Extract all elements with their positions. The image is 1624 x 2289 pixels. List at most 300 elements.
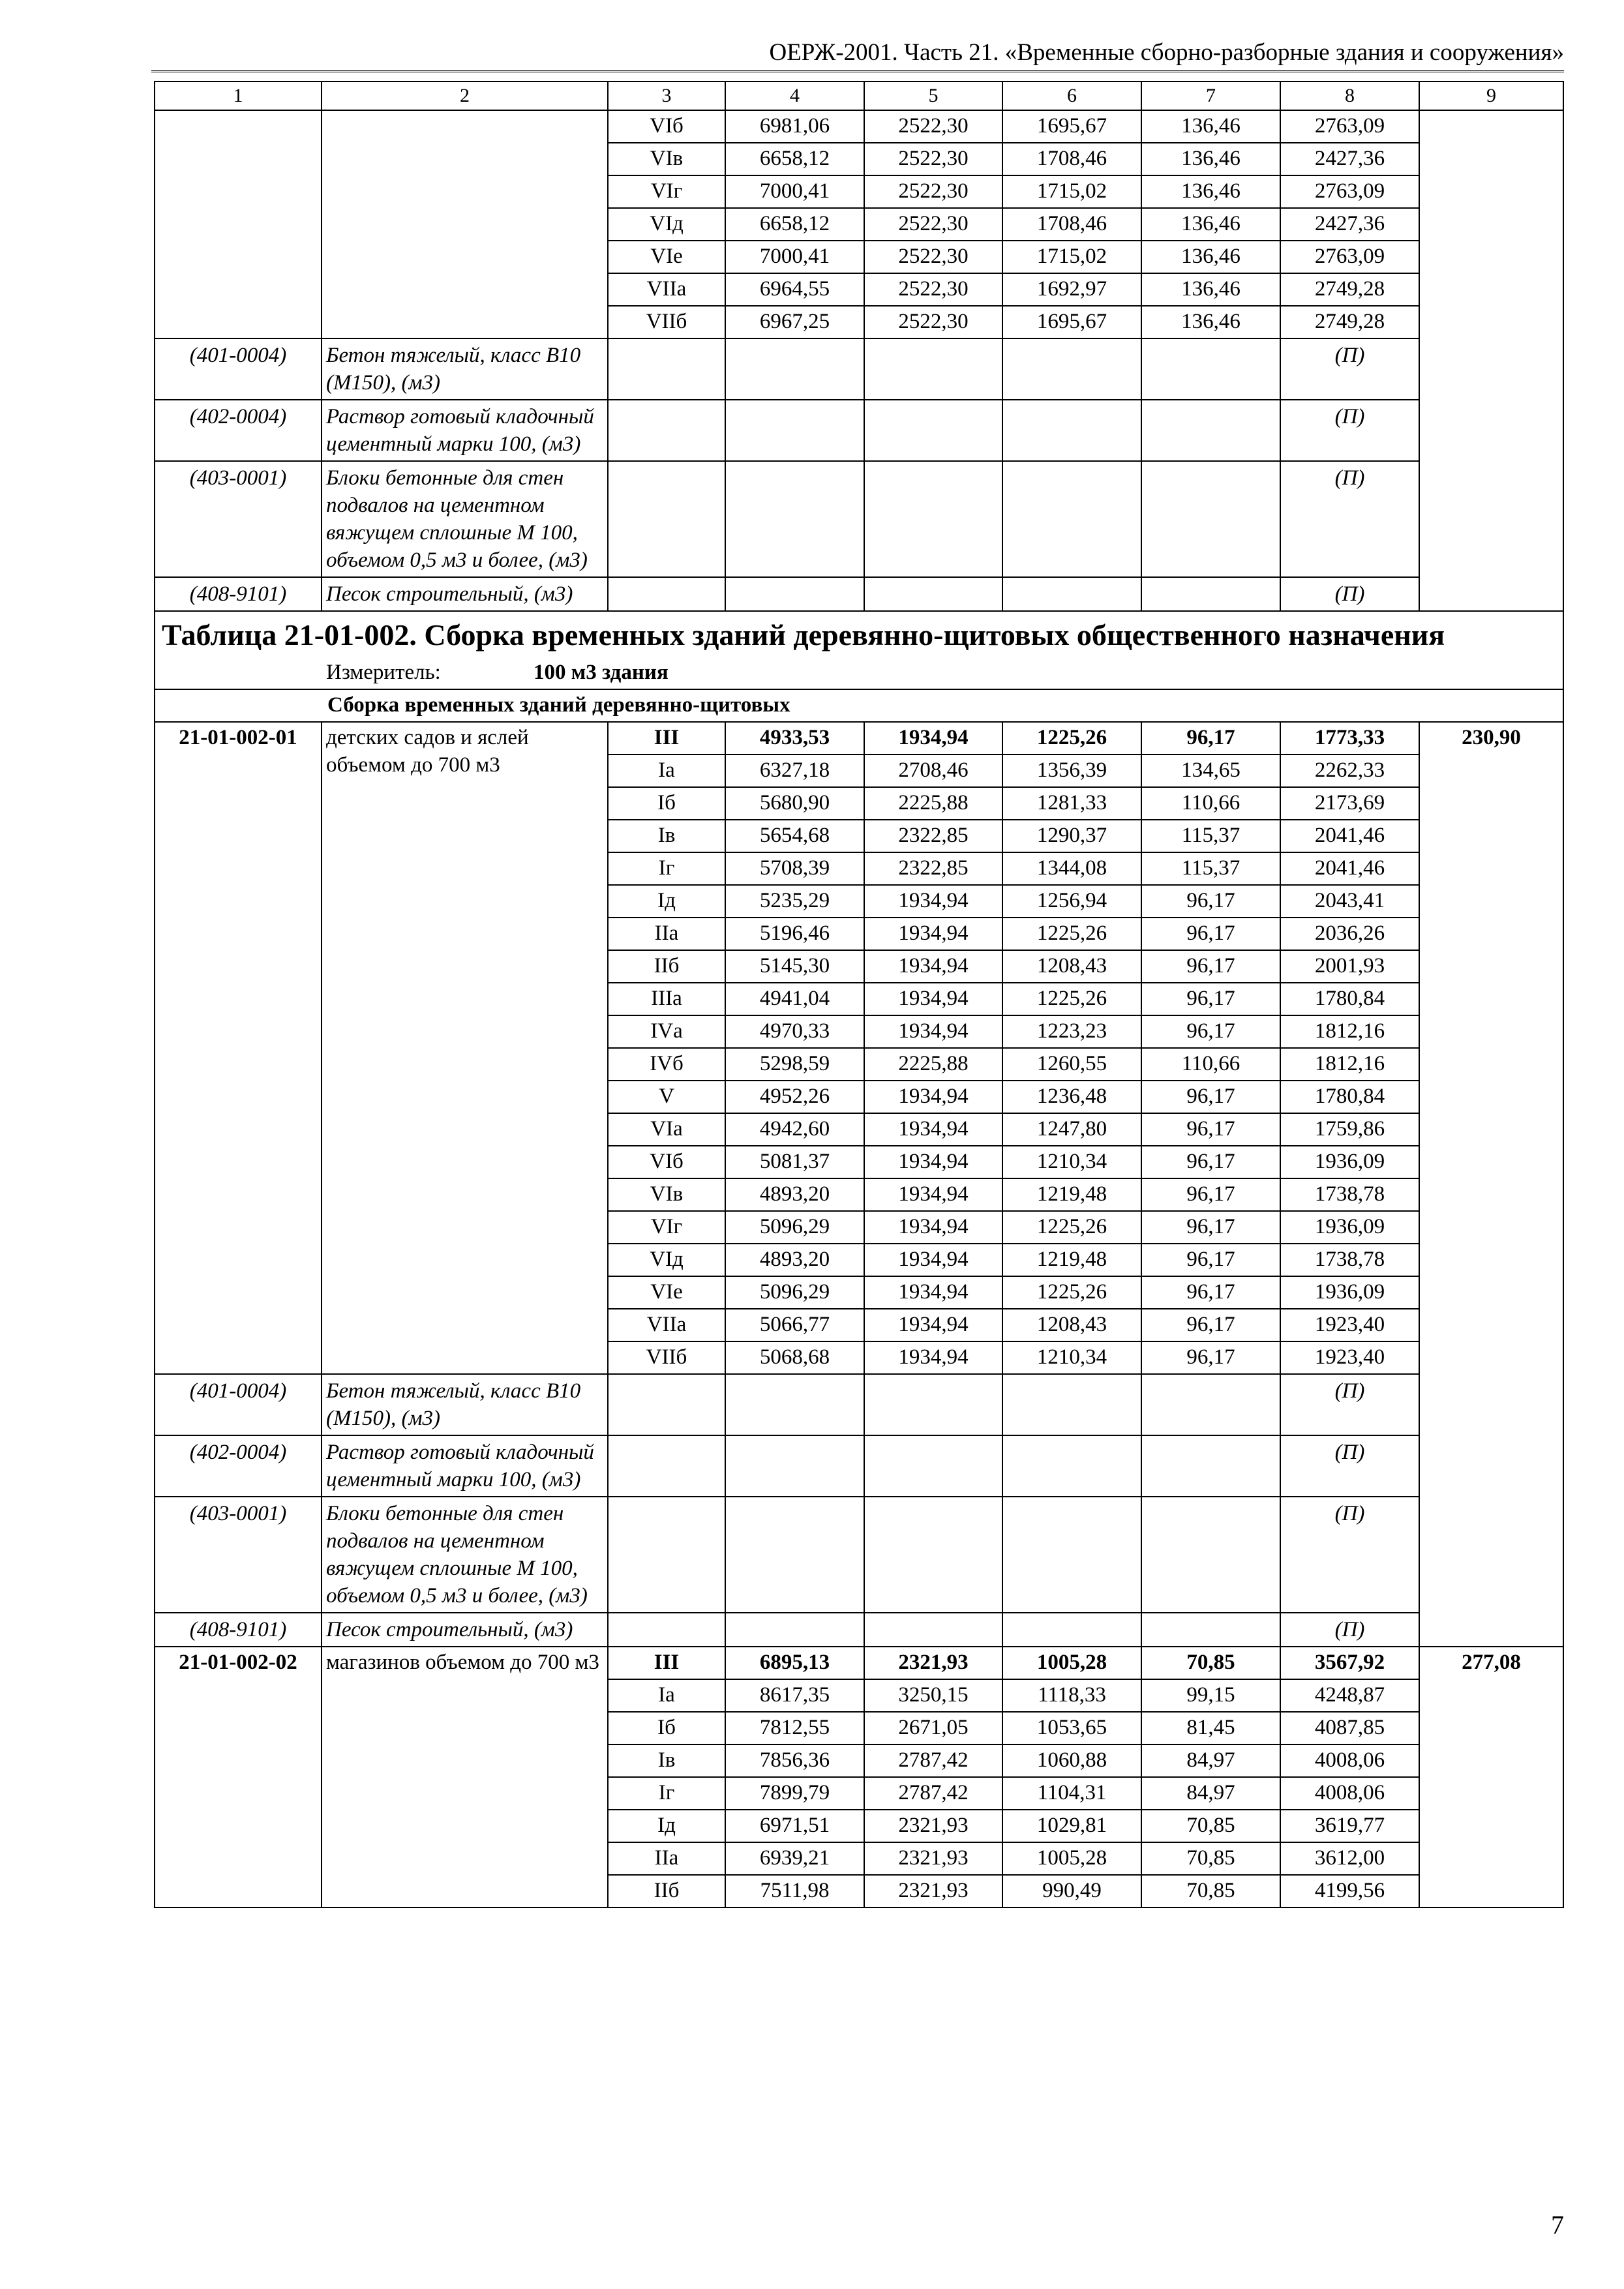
direct-cost-cell: 4893,20 xyxy=(725,1178,864,1211)
direct-cost-cell: 7000,41 xyxy=(725,241,864,273)
labor-pay-cell: 2321,93 xyxy=(864,1647,1002,1679)
machines-cell: 1356,39 xyxy=(1002,755,1141,787)
continued-zone-row xyxy=(155,110,1563,143)
continued-material-row xyxy=(155,577,1563,611)
labor-pay-cell: 3250,15 xyxy=(864,1679,1002,1712)
material-name: Песок строительный, (м3) xyxy=(322,1613,608,1647)
zone-cell: VIв xyxy=(608,143,725,175)
machines-cell: 1708,46 xyxy=(1002,208,1141,241)
labor-cell xyxy=(1419,110,1563,611)
zone-cell: IIа xyxy=(608,1842,725,1875)
empty-cell xyxy=(1141,461,1280,577)
machines-cell: 1210,34 xyxy=(1002,1146,1141,1178)
driver-pay-cell: 96,17 xyxy=(1141,1244,1280,1276)
empty-cell xyxy=(608,400,725,461)
empty-cell xyxy=(725,400,864,461)
zone-cell: IVб xyxy=(608,1048,725,1081)
section-heading: Сборка временных зданий деревянно-щитовых xyxy=(155,689,1563,722)
materials-cell: 1812,16 xyxy=(1280,1015,1419,1048)
item1-material-row xyxy=(155,1613,1563,1647)
machines-cell: 1695,67 xyxy=(1002,110,1141,143)
direct-cost-cell: 8617,35 xyxy=(725,1679,864,1712)
column-number: 2 xyxy=(322,82,608,110)
driver-pay-cell: 96,17 xyxy=(1141,1276,1280,1309)
direct-cost-cell: 6981,06 xyxy=(725,110,864,143)
materials-cell: 2173,69 xyxy=(1280,787,1419,820)
materials-cell: 1759,86 xyxy=(1280,1113,1419,1146)
driver-pay-cell: 70,85 xyxy=(1141,1842,1280,1875)
labor-pay-cell: 2321,93 xyxy=(864,1810,1002,1842)
driver-pay-cell: 96,17 xyxy=(1141,1015,1280,1048)
direct-cost-cell: 7899,79 xyxy=(725,1777,864,1810)
empty-cell xyxy=(1141,338,1280,400)
empty-cell xyxy=(1141,1613,1280,1647)
item-name: детских садов и яслей объемом до 700 м3 xyxy=(322,722,608,1374)
machines-cell: 1005,28 xyxy=(1002,1842,1141,1875)
table-title: Таблица 21-01-002. Сборка временных зданий деревянно-щитовых общественного назначения xyxy=(162,618,1445,651)
labor-pay-cell: 2321,93 xyxy=(864,1875,1002,1908)
driver-pay-cell: 70,85 xyxy=(1141,1875,1280,1908)
zone-cell: VIб xyxy=(608,110,725,143)
machines-cell: 1223,23 xyxy=(1002,1015,1141,1048)
direct-cost-cell: 5068,68 xyxy=(725,1341,864,1374)
materials-cell: 2036,26 xyxy=(1280,918,1419,950)
driver-pay-cell: 136,46 xyxy=(1141,306,1280,338)
driver-pay-cell: 136,46 xyxy=(1141,175,1280,208)
direct-cost-cell: 7812,55 xyxy=(725,1712,864,1744)
empty-cell xyxy=(1141,1374,1280,1435)
zone-cell: III xyxy=(608,1647,725,1679)
machines-cell: 1060,88 xyxy=(1002,1744,1141,1777)
driver-pay-cell: 96,17 xyxy=(1141,1341,1280,1374)
direct-cost-cell: 6658,12 xyxy=(725,208,864,241)
item-code: 21-01-002-02 xyxy=(155,1647,322,1908)
zone-cell: Iг xyxy=(608,852,725,885)
machines-cell: 1225,26 xyxy=(1002,983,1141,1015)
empty-cell xyxy=(1002,1435,1141,1497)
code-cell xyxy=(155,110,322,338)
labor-pay-cell: 2225,88 xyxy=(864,1048,1002,1081)
machines-cell: 1708,46 xyxy=(1002,143,1141,175)
materials-cell: 2427,36 xyxy=(1280,208,1419,241)
direct-cost-cell: 4893,20 xyxy=(725,1244,864,1276)
material-unit: (П) xyxy=(1280,1613,1419,1647)
page-number: 7 xyxy=(1551,2210,1564,2239)
empty-cell xyxy=(608,577,725,611)
driver-pay-cell: 84,97 xyxy=(1141,1777,1280,1810)
machines-cell: 1344,08 xyxy=(1002,852,1141,885)
zone-cell: VIIа xyxy=(608,273,725,306)
direct-cost-cell: 5196,46 xyxy=(725,918,864,950)
driver-pay-cell: 96,17 xyxy=(1141,1309,1280,1341)
item1-main-row xyxy=(155,722,1563,755)
driver-pay-cell: 96,17 xyxy=(1141,885,1280,918)
materials-cell: 1773,33 xyxy=(1280,722,1419,755)
materials-cell: 4008,06 xyxy=(1280,1777,1419,1810)
driver-pay-cell: 81,45 xyxy=(1141,1712,1280,1744)
zone-cell: IIIа xyxy=(608,983,725,1015)
materials-cell: 2749,28 xyxy=(1280,306,1419,338)
material-code: (403-0001) xyxy=(155,1497,322,1613)
item1-material-row xyxy=(155,1497,1563,1613)
machines-cell: 1715,02 xyxy=(1002,175,1141,208)
machines-cell: 1247,80 xyxy=(1002,1113,1141,1146)
direct-cost-cell: 7856,36 xyxy=(725,1744,864,1777)
column-number: 3 xyxy=(608,82,725,110)
empty-cell xyxy=(1141,400,1280,461)
labor-pay-cell: 2321,93 xyxy=(864,1842,1002,1875)
table-title-row xyxy=(155,611,1563,657)
material-name: Раствор готовый кладочный цементный марки 100, (м3) xyxy=(322,400,608,461)
materials-cell: 3619,77 xyxy=(1280,1810,1419,1842)
empty-cell xyxy=(864,577,1002,611)
direct-cost-cell: 6971,51 xyxy=(725,1810,864,1842)
empty-cell xyxy=(864,1435,1002,1497)
labor-pay-cell: 2322,85 xyxy=(864,820,1002,852)
materials-cell: 1738,78 xyxy=(1280,1178,1419,1211)
labor-pay-cell: 2522,30 xyxy=(864,110,1002,143)
empty-cell xyxy=(725,577,864,611)
materials-cell: 2763,09 xyxy=(1280,110,1419,143)
driver-pay-cell: 96,17 xyxy=(1141,950,1280,983)
empty-cell xyxy=(1141,577,1280,611)
zone-cell: IVа xyxy=(608,1015,725,1048)
material-code: (401-0004) xyxy=(155,338,322,400)
material-code: (401-0004) xyxy=(155,1374,322,1435)
item1-material-row xyxy=(155,1435,1563,1497)
zone-cell: IIа xyxy=(608,918,725,950)
materials-cell: 1936,09 xyxy=(1280,1211,1419,1244)
empty-cell xyxy=(725,338,864,400)
direct-cost-cell: 5235,29 xyxy=(725,885,864,918)
empty-cell xyxy=(725,1613,864,1647)
labor-pay-cell: 2522,30 xyxy=(864,208,1002,241)
material-unit: (П) xyxy=(1280,577,1419,611)
driver-pay-cell: 96,17 xyxy=(1141,1178,1280,1211)
direct-cost-cell: 6967,25 xyxy=(725,306,864,338)
materials-cell: 2041,46 xyxy=(1280,820,1419,852)
zone-cell: VIа xyxy=(608,1113,725,1146)
labor-pay-cell: 1934,94 xyxy=(864,1113,1002,1146)
material-name: Блоки бетонные для стен подвалов на цементном вяжущем сплошные М 100, объемом 0,5 м3 и более, (м3) xyxy=(322,461,608,577)
item2-main-row xyxy=(155,1647,1563,1679)
material-name: Бетон тяжелый, класс В10 (М150), (м3) xyxy=(322,1374,608,1435)
direct-cost-cell: 7000,41 xyxy=(725,175,864,208)
machines-cell: 1210,34 xyxy=(1002,1341,1141,1374)
machines-cell: 1104,31 xyxy=(1002,1777,1141,1810)
labor-pay-cell: 2522,30 xyxy=(864,241,1002,273)
driver-pay-cell: 96,17 xyxy=(1141,983,1280,1015)
material-name: Раствор готовый кладочный цементный марки 100, (м3) xyxy=(322,1435,608,1497)
driver-pay-cell: 96,17 xyxy=(1141,722,1280,755)
labor-pay-cell: 1934,94 xyxy=(864,1341,1002,1374)
materials-cell: 1923,40 xyxy=(1280,1309,1419,1341)
zone-cell: IIб xyxy=(608,1875,725,1908)
empty-cell xyxy=(864,1374,1002,1435)
machines-cell: 1281,33 xyxy=(1002,787,1141,820)
driver-pay-cell: 70,85 xyxy=(1141,1647,1280,1679)
material-name: Бетон тяжелый, класс В10 (М150), (м3) xyxy=(322,338,608,400)
driver-pay-cell: 134,65 xyxy=(1141,755,1280,787)
driver-pay-cell: 115,37 xyxy=(1141,820,1280,852)
direct-cost-cell: 5066,77 xyxy=(725,1309,864,1341)
running-header: ОЕРЖ-2001. Часть 21. «Временные сборно-разборные здания и сооружения» xyxy=(151,38,1564,72)
machines-cell: 1225,26 xyxy=(1002,918,1141,950)
materials-cell: 4199,56 xyxy=(1280,1875,1419,1908)
empty-cell xyxy=(1002,338,1141,400)
labor-pay-cell: 1934,94 xyxy=(864,1146,1002,1178)
labor-pay-cell: 2225,88 xyxy=(864,787,1002,820)
direct-cost-cell: 6327,18 xyxy=(725,755,864,787)
materials-cell: 1780,84 xyxy=(1280,983,1419,1015)
materials-cell: 4008,06 xyxy=(1280,1744,1419,1777)
machines-cell: 1225,26 xyxy=(1002,1276,1141,1309)
labor-pay-cell: 1934,94 xyxy=(864,1309,1002,1341)
column-number-row xyxy=(155,82,1563,110)
driver-pay-cell: 99,15 xyxy=(1141,1679,1280,1712)
materials-cell: 1936,09 xyxy=(1280,1276,1419,1309)
driver-pay-cell: 110,66 xyxy=(1141,787,1280,820)
direct-cost-cell: 6895,13 xyxy=(725,1647,864,1679)
material-unit: (П) xyxy=(1280,1497,1419,1613)
column-number: 4 xyxy=(725,82,864,110)
driver-pay-cell: 110,66 xyxy=(1141,1048,1280,1081)
driver-pay-cell: 115,37 xyxy=(1141,852,1280,885)
driver-pay-cell: 96,17 xyxy=(1141,1146,1280,1178)
labor-pay-cell: 2522,30 xyxy=(864,306,1002,338)
material-unit: (П) xyxy=(1280,1435,1419,1497)
materials-cell: 4248,87 xyxy=(1280,1679,1419,1712)
zone-cell: VIг xyxy=(608,1211,725,1244)
column-number: 9 xyxy=(1419,82,1563,110)
empty-cell xyxy=(608,1374,725,1435)
zone-cell: VIIа xyxy=(608,1309,725,1341)
zone-cell: Iб xyxy=(608,1712,725,1744)
empty-cell xyxy=(608,461,725,577)
measure-label: Измеритель: xyxy=(326,661,441,684)
labor-pay-cell: 2322,85 xyxy=(864,852,1002,885)
labor-pay-cell: 2787,42 xyxy=(864,1777,1002,1810)
machines-cell: 1225,26 xyxy=(1002,722,1141,755)
zone-cell: Iг xyxy=(608,1777,725,1810)
direct-cost-cell: 6964,55 xyxy=(725,273,864,306)
continued-material-row xyxy=(155,461,1563,577)
zone-cell: Iд xyxy=(608,885,725,918)
labor-pay-cell: 1934,94 xyxy=(864,1276,1002,1309)
labor-pay-cell: 1934,94 xyxy=(864,1211,1002,1244)
machines-cell: 990,49 xyxy=(1002,1875,1141,1908)
material-code: (408-9101) xyxy=(155,1613,322,1647)
material-code: (402-0004) xyxy=(155,1435,322,1497)
material-name: Блоки бетонные для стен подвалов на цементном вяжущем сплошные М 100, объемом 0,5 м3 и более, (м3) xyxy=(322,1497,608,1613)
empty-cell xyxy=(725,1435,864,1497)
driver-pay-cell: 136,46 xyxy=(1141,273,1280,306)
direct-cost-cell: 5096,29 xyxy=(725,1276,864,1309)
continued-material-row xyxy=(155,338,1563,400)
zone-cell: VIIб xyxy=(608,306,725,338)
materials-cell: 2427,36 xyxy=(1280,143,1419,175)
machines-cell: 1005,28 xyxy=(1002,1647,1141,1679)
measure-value: 100 м3 здания xyxy=(534,661,669,684)
column-number: 8 xyxy=(1280,82,1419,110)
direct-cost-cell: 4942,60 xyxy=(725,1113,864,1146)
materials-cell: 2001,93 xyxy=(1280,950,1419,983)
zone-cell: VIг xyxy=(608,175,725,208)
machines-cell: 1053,65 xyxy=(1002,1712,1141,1744)
empty-cell xyxy=(1002,1497,1141,1613)
empty-cell xyxy=(1002,1374,1141,1435)
item1-material-row xyxy=(155,1374,1563,1435)
materials-cell: 2763,09 xyxy=(1280,241,1419,273)
empty-cell xyxy=(608,1497,725,1613)
empty-cell xyxy=(1002,577,1141,611)
direct-cost-cell: 5654,68 xyxy=(725,820,864,852)
materials-cell: 3612,00 xyxy=(1280,1842,1419,1875)
zone-cell: Iа xyxy=(608,1679,725,1712)
driver-pay-cell: 96,17 xyxy=(1141,1081,1280,1113)
column-number: 5 xyxy=(864,82,1002,110)
zone-cell: VIе xyxy=(608,1276,725,1309)
empty-cell xyxy=(864,1497,1002,1613)
labor-pay-cell: 1934,94 xyxy=(864,983,1002,1015)
machines-cell: 1715,02 xyxy=(1002,241,1141,273)
direct-cost-cell: 4952,26 xyxy=(725,1081,864,1113)
measure-row xyxy=(155,657,1563,689)
materials-cell: 2763,09 xyxy=(1280,175,1419,208)
driver-pay-cell: 96,17 xyxy=(1141,1211,1280,1244)
machines-cell: 1029,81 xyxy=(1002,1810,1141,1842)
material-code: (403-0001) xyxy=(155,461,322,577)
section-row xyxy=(155,689,1563,722)
materials-cell: 1923,40 xyxy=(1280,1341,1419,1374)
materials-cell: 1812,16 xyxy=(1280,1048,1419,1081)
labor-pay-cell: 2522,30 xyxy=(864,143,1002,175)
driver-pay-cell: 136,46 xyxy=(1141,110,1280,143)
direct-cost-cell: 7511,98 xyxy=(725,1875,864,1908)
machines-cell: 1256,94 xyxy=(1002,885,1141,918)
zone-cell: V xyxy=(608,1081,725,1113)
machines-cell: 1208,43 xyxy=(1002,950,1141,983)
zone-cell: VIв xyxy=(608,1178,725,1211)
material-code: (408-9101) xyxy=(155,577,322,611)
driver-pay-cell: 96,17 xyxy=(1141,918,1280,950)
materials-cell: 4087,85 xyxy=(1280,1712,1419,1744)
measure-cell xyxy=(155,657,1563,689)
driver-pay-cell: 136,46 xyxy=(1141,241,1280,273)
direct-cost-cell: 5708,39 xyxy=(725,852,864,885)
table-title-cell xyxy=(155,611,1563,657)
zone-cell: Iв xyxy=(608,820,725,852)
material-unit: (П) xyxy=(1280,400,1419,461)
empty-cell xyxy=(864,400,1002,461)
item-code: 21-01-002-01 xyxy=(155,722,322,1374)
machines-cell: 1208,43 xyxy=(1002,1309,1141,1341)
driver-pay-cell: 136,46 xyxy=(1141,143,1280,175)
empty-cell xyxy=(864,338,1002,400)
labor-pay-cell: 2671,05 xyxy=(864,1712,1002,1744)
zone-cell: VIIб xyxy=(608,1341,725,1374)
direct-cost-cell: 5096,29 xyxy=(725,1211,864,1244)
material-name: Песок строительный, (м3) xyxy=(322,577,608,611)
empty-cell xyxy=(1002,400,1141,461)
column-number: 6 xyxy=(1002,82,1141,110)
labor-pay-cell: 1934,94 xyxy=(864,1015,1002,1048)
materials-cell: 2749,28 xyxy=(1280,273,1419,306)
material-code: (402-0004) xyxy=(155,400,322,461)
empty-cell xyxy=(1141,1497,1280,1613)
direct-cost-cell: 6939,21 xyxy=(725,1842,864,1875)
item-name: магазинов объемом до 700 м3 xyxy=(322,1647,608,1908)
direct-cost-cell: 4970,33 xyxy=(725,1015,864,1048)
continued-material-row xyxy=(155,400,1563,461)
empty-cell xyxy=(608,338,725,400)
labor-pay-cell: 1934,94 xyxy=(864,1178,1002,1211)
name-cell xyxy=(322,110,608,338)
zone-cell: Iд xyxy=(608,1810,725,1842)
driver-pay-cell: 136,46 xyxy=(1141,208,1280,241)
labor-pay-cell: 1934,94 xyxy=(864,885,1002,918)
direct-cost-cell: 5145,30 xyxy=(725,950,864,983)
materials-cell: 3567,92 xyxy=(1280,1647,1419,1679)
driver-pay-cell: 96,17 xyxy=(1141,1113,1280,1146)
material-unit: (П) xyxy=(1280,461,1419,577)
materials-cell: 1738,78 xyxy=(1280,1244,1419,1276)
material-unit: (П) xyxy=(1280,338,1419,400)
rates-table xyxy=(154,81,1564,1908)
labor-pay-cell: 1934,94 xyxy=(864,918,1002,950)
item-labor: 230,90 xyxy=(1419,722,1563,1647)
machines-cell: 1219,48 xyxy=(1002,1244,1141,1276)
direct-cost-cell: 5081,37 xyxy=(725,1146,864,1178)
direct-cost-cell: 6658,12 xyxy=(725,143,864,175)
machines-cell: 1225,26 xyxy=(1002,1211,1141,1244)
zone-cell: VIе xyxy=(608,241,725,273)
machines-cell: 1118,33 xyxy=(1002,1679,1141,1712)
column-number: 1 xyxy=(155,82,322,110)
labor-pay-cell: 2708,46 xyxy=(864,755,1002,787)
direct-cost-cell: 4933,53 xyxy=(725,722,864,755)
driver-pay-cell: 70,85 xyxy=(1141,1810,1280,1842)
materials-cell: 1936,09 xyxy=(1280,1146,1419,1178)
labor-pay-cell: 2522,30 xyxy=(864,175,1002,208)
direct-cost-cell: 4941,04 xyxy=(725,983,864,1015)
empty-cell xyxy=(864,461,1002,577)
empty-cell xyxy=(1002,461,1141,577)
zone-cell: VIд xyxy=(608,1244,725,1276)
labor-pay-cell: 2787,42 xyxy=(864,1744,1002,1777)
empty-cell xyxy=(608,1613,725,1647)
labor-pay-cell: 1934,94 xyxy=(864,950,1002,983)
empty-cell xyxy=(1002,1613,1141,1647)
machines-cell: 1236,48 xyxy=(1002,1081,1141,1113)
machines-cell: 1260,55 xyxy=(1002,1048,1141,1081)
zone-cell: Iб xyxy=(608,787,725,820)
empty-cell xyxy=(864,1613,1002,1647)
empty-cell xyxy=(725,461,864,577)
direct-cost-cell: 5680,90 xyxy=(725,787,864,820)
labor-pay-cell: 2522,30 xyxy=(864,273,1002,306)
empty-cell xyxy=(608,1435,725,1497)
machines-cell: 1695,67 xyxy=(1002,306,1141,338)
empty-cell xyxy=(1141,1435,1280,1497)
labor-pay-cell: 1934,94 xyxy=(864,1244,1002,1276)
labor-pay-cell: 1934,94 xyxy=(864,722,1002,755)
zone-cell: III xyxy=(608,722,725,755)
zone-cell: VIб xyxy=(608,1146,725,1178)
empty-cell xyxy=(725,1497,864,1613)
materials-cell: 2041,46 xyxy=(1280,852,1419,885)
material-unit: (П) xyxy=(1280,1374,1419,1435)
